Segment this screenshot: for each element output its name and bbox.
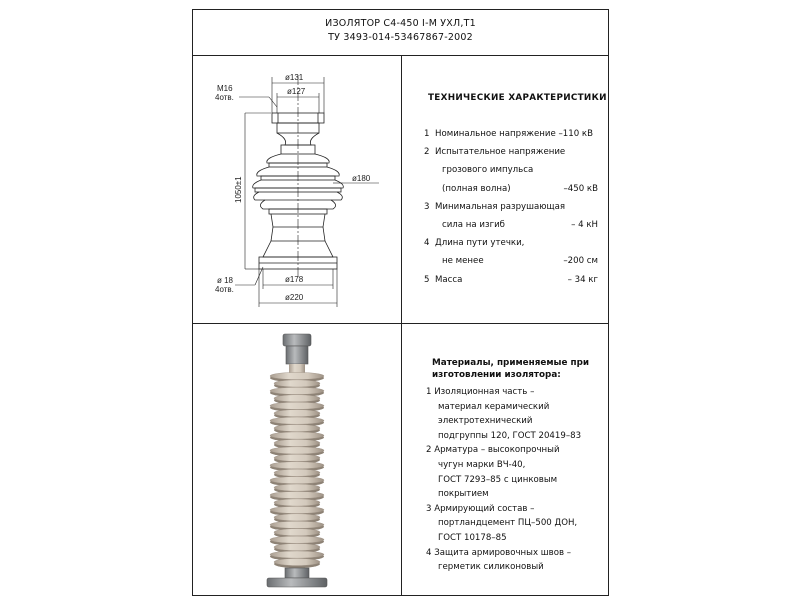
title-line-1: ИЗОЛЯТОР С4-450 I-М УХЛ,Т1 <box>325 18 476 29</box>
spec-row <box>402 273 608 287</box>
materials-list <box>402 324 608 596</box>
shed-shape <box>270 447 324 454</box>
dim-holes-top: 4отв. <box>215 93 234 102</box>
shed-shape <box>270 521 324 528</box>
sheet-title <box>193 17 608 45</box>
materials-heading-line-2: изготовлении изолятора: <box>432 370 561 380</box>
spec-row <box>402 254 608 268</box>
spec-text: Длина пути утечки, <box>435 238 525 249</box>
materials-line: ГОСТ 10178–85 <box>438 533 507 543</box>
spec-value: –450 кВ <box>563 183 598 194</box>
spec-text: не менее <box>442 256 484 267</box>
shed-shape <box>270 462 324 469</box>
shed-shape <box>274 558 320 565</box>
spec-text: Номинальное напряжение –110 кВ <box>435 129 594 139</box>
spec-value: – 4 кН <box>571 220 598 230</box>
bottom-fitting-shape <box>285 568 309 578</box>
spec-row <box>402 200 608 214</box>
drawing-sheet <box>192 9 609 596</box>
materials-line: 3 Армирующий состав – <box>426 503 535 514</box>
technical-specs <box>402 55 608 323</box>
materials-line: чугун марки ВЧ-40, <box>438 460 526 470</box>
shed-shape <box>274 380 320 387</box>
materials-line: ГОСТ 7293–85 с цинковым <box>438 474 558 485</box>
spec-number: 2 <box>424 147 430 158</box>
spec-row <box>402 236 608 250</box>
materials-line: электротехнический <box>438 416 533 427</box>
dim-d127: ø127 <box>287 87 306 96</box>
shed-shape <box>274 439 320 446</box>
shed-shape <box>274 484 320 491</box>
spec-row <box>402 145 608 159</box>
spec-text: (полная волна) <box>442 183 511 194</box>
shed-shape <box>270 372 324 379</box>
spec-number: 3 <box>424 201 430 212</box>
shed-shape <box>270 506 324 513</box>
shed-shape <box>274 529 320 536</box>
shed-shape <box>274 410 320 417</box>
shed-shape <box>270 432 324 439</box>
shed-shape <box>274 424 320 431</box>
materials-heading <box>432 357 589 381</box>
spec-row <box>402 127 608 141</box>
shed-shape <box>270 402 324 409</box>
materials-line: портландцемент ПЦ–500 ДОН, <box>438 518 578 529</box>
spec-row <box>402 182 608 196</box>
spec-number: 4 <box>424 238 430 249</box>
spec-value: – 34 кг <box>567 274 598 285</box>
materials-line: герметик силиконовый <box>438 562 544 573</box>
dim-d18: ø 18 <box>217 276 234 285</box>
shed-shape <box>274 499 320 506</box>
shed-shape <box>274 454 320 461</box>
shed-shape <box>274 395 320 402</box>
materials-line: 4 Защита армировочных швов – <box>426 547 572 558</box>
spec-text: Испытательное напряжение <box>435 147 566 158</box>
insulator-drawing-svg <box>193 55 401 323</box>
spec-value: –200 см <box>563 256 598 267</box>
spec-number: 1 <box>424 129 430 139</box>
materials-line: 1 Изоляционная часть – <box>426 387 535 397</box>
title-line-2: ТУ 3493-014-53467867-2002 <box>328 32 473 43</box>
materials-line: 2 Арматура – высокопрочный <box>426 445 560 456</box>
shed-shape <box>270 417 324 424</box>
materials-line: материал керамический <box>438 401 550 412</box>
dim-holes-bottom: 4отв. <box>215 285 234 294</box>
materials-line: подгруппы 120, ГОСТ 20419–83 <box>438 430 582 441</box>
shed-shape <box>270 536 324 543</box>
shed-shape <box>270 551 324 558</box>
spec-text: Минимальная разрушающая <box>435 201 566 212</box>
specs-heading: ТЕХНИЧЕСКИЕ ХАРАКТЕРИСТИКИ <box>428 93 607 103</box>
shed-shape <box>274 514 320 521</box>
top-fitting-shape <box>286 346 308 364</box>
spec-text: Масса <box>435 274 463 285</box>
dim-m16: M16 <box>217 84 233 93</box>
spec-text: грозового импульса <box>442 165 534 176</box>
dim-d178: ø178 <box>285 275 304 284</box>
shed-shape <box>270 387 324 394</box>
insulator-photo-svg <box>193 324 401 596</box>
materials-heading-line-1: Материалы, применяемые при <box>432 358 590 368</box>
bottom-flange-shape <box>267 578 327 587</box>
technical-drawing <box>193 55 401 323</box>
spec-row <box>402 163 608 177</box>
dim-height: 1050±1 <box>234 176 243 203</box>
dim-d220: ø220 <box>285 293 304 302</box>
shed-shape <box>274 544 320 551</box>
shed-shape <box>270 477 324 484</box>
top-cap-shape <box>283 334 311 346</box>
spec-row <box>402 218 608 232</box>
shed-shape <box>274 469 320 476</box>
spec-text: сила на изгиб <box>442 220 505 230</box>
spec-number: 5 <box>424 274 430 285</box>
dim-d131: ø131 <box>285 73 304 82</box>
insulator-photo <box>193 324 401 596</box>
materials-line: покрытием <box>438 489 489 500</box>
shed-shape <box>270 491 324 498</box>
dim-d180: ø180 <box>352 174 371 183</box>
